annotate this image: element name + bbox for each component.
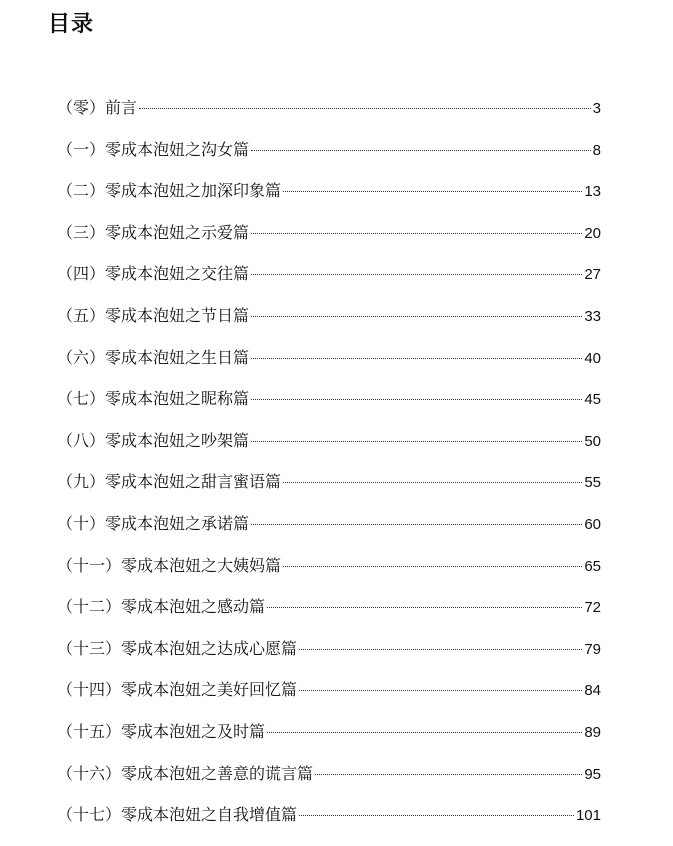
toc-entry-14[interactable] xyxy=(57,674,601,716)
toc-entry-6[interactable] xyxy=(57,342,601,384)
toc-entry-2[interactable] xyxy=(57,175,601,217)
entry-page-number: 27 xyxy=(584,266,601,284)
dot-leader xyxy=(267,732,582,733)
entry-label: （七）零成本泡妞之昵称篇 xyxy=(57,389,250,409)
entry-label: （九）零成本泡妞之甜言蜜语篇 xyxy=(57,472,282,492)
toc-entry-16[interactable] xyxy=(57,758,601,800)
entry-label: （十）零成本泡妞之承诺篇 xyxy=(57,513,250,533)
dot-leader xyxy=(299,690,582,691)
toc-entry-9[interactable] xyxy=(57,466,601,508)
dot-leader xyxy=(283,191,582,192)
entry-label: （六）零成本泡妞之生日篇 xyxy=(57,347,250,367)
toc-entry-5[interactable] xyxy=(57,300,601,342)
toc-entry-15[interactable] xyxy=(57,716,601,758)
dot-leader xyxy=(251,150,591,151)
entry-page-number: 3 xyxy=(592,100,601,117)
entry-page-number: 8 xyxy=(592,141,601,159)
entry-page-number: 89 xyxy=(584,723,601,741)
toc-entry-1[interactable] xyxy=(57,134,601,176)
entry-page-number: 60 xyxy=(584,515,601,533)
entry-page-number: 50 xyxy=(584,432,601,450)
entry-label: （十五）零成本泡妞之及时篇 xyxy=(57,721,266,741)
toc-entry-12[interactable] xyxy=(57,591,601,633)
dot-leader xyxy=(251,358,582,359)
toc-entry-10[interactable] xyxy=(57,508,601,550)
toc-entry-8[interactable] xyxy=(57,425,601,467)
toc-entry-0[interactable] xyxy=(57,92,601,134)
entry-page-number: 40 xyxy=(584,349,601,367)
entry-page-number: 13 xyxy=(584,183,601,201)
toc-entry-3[interactable] xyxy=(57,217,601,259)
dot-leader xyxy=(251,399,582,400)
entry-label: （四）零成本泡妞之交往篇 xyxy=(57,264,250,284)
toc-title: 目录 xyxy=(48,12,95,37)
toc-entry-11[interactable] xyxy=(57,550,601,592)
dot-leader xyxy=(251,524,582,525)
toc-entry-4[interactable] xyxy=(57,258,601,300)
entry-label: （十六）零成本泡妞之善意的谎言篇 xyxy=(57,763,314,783)
entry-label: （五）零成本泡妞之节日篇 xyxy=(57,305,250,325)
entry-label: （十三）零成本泡妞之达成心愿篇 xyxy=(57,638,298,658)
entry-label: （三）零成本泡妞之示爱篇 xyxy=(57,222,250,242)
toc-list xyxy=(57,92,601,841)
entry-page-number: 95 xyxy=(584,765,601,783)
dot-leader xyxy=(283,566,582,567)
entry-label: （十四）零成本泡妞之美好回忆篇 xyxy=(57,680,298,700)
entry-label: （一）零成本泡妞之沟女篇 xyxy=(57,139,250,159)
entry-label: （十一）零成本泡妞之大姨妈篇 xyxy=(57,555,282,575)
toc-entry-13[interactable] xyxy=(57,633,601,675)
dot-leader xyxy=(267,607,582,608)
entry-label: （八）零成本泡妞之吵架篇 xyxy=(57,430,250,450)
entry-label: （十二）零成本泡妞之感动篇 xyxy=(57,597,266,617)
entry-page-number: 72 xyxy=(584,599,601,617)
dot-leader xyxy=(283,482,582,483)
dot-leader xyxy=(251,274,582,275)
entry-page-number: 101 xyxy=(575,807,601,825)
entry-page-number: 20 xyxy=(584,224,601,242)
dot-leader xyxy=(299,815,574,816)
entry-page-number: 45 xyxy=(584,391,601,409)
entry-label: （零）前言 xyxy=(57,98,138,117)
dot-leader xyxy=(299,649,582,650)
dot-leader xyxy=(139,108,591,109)
entry-page-number: 79 xyxy=(584,640,601,658)
dot-leader xyxy=(315,774,582,775)
entry-page-number: 65 xyxy=(584,557,601,575)
dot-leader xyxy=(251,316,582,317)
toc-entry-17[interactable] xyxy=(57,799,601,841)
entry-page-number: 55 xyxy=(584,474,601,492)
dot-leader xyxy=(251,233,582,234)
toc-entry-7[interactable] xyxy=(57,383,601,425)
entry-label: （十七）零成本泡妞之自我增值篇 xyxy=(57,805,298,825)
entry-page-number: 84 xyxy=(584,682,601,700)
dot-leader xyxy=(251,441,582,442)
entry-label: （二）零成本泡妞之加深印象篇 xyxy=(57,181,282,201)
entry-page-number: 33 xyxy=(584,307,601,325)
